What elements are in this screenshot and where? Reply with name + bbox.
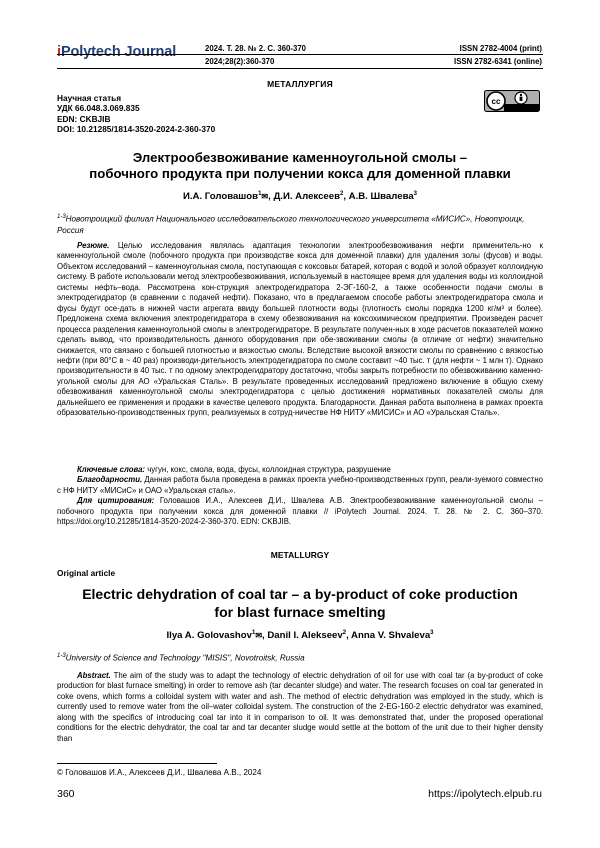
copyright: © Головашов И.А., Алексеев Д.И., Швалева А.В., 2024	[57, 768, 262, 777]
website-link[interactable]: https://ipolytech.elpub.ru	[428, 788, 542, 800]
abstract-en: Abstract. The aim of the study was to adapt the technology of electric dehydration of oil for use with coal tar (a by-product of coke production for blast furnace smelting) in order to remove ash (tar decanter sludge) and water. The research focuses on coal tar generated in coke ovens, which forms a colloidal system with water and ash. The method of electric dehydration was employed in the study, which is currently used to remove water from the oil–water colloidal system. The construction of the 2-EG-160-2 electric dehydrator was examined, along with the specifics of introducing coal tar into it in comparison to oil. It was demonstrated that, under the proposed operational conditions for the electric dehydrator, the coal tar and tar decanter sludge would settle at the bottom of the unit due to their higher density than	[57, 671, 543, 743]
authors-ru: И.А. Головашов$^1$✉, Д.И. Алексеев$^2$, А.В. Швалева$^3$	[182, 191, 418, 203]
issn-print: ISSN 2782-4004 (print)	[459, 44, 542, 53]
header-divider-2	[57, 68, 543, 69]
udc: УДК 66.048.3.069.835	[57, 103, 140, 114]
envelope-icon[interactable]: ✉	[261, 192, 269, 202]
envelope-icon[interactable]: ✉	[255, 631, 263, 641]
affiliation-ru: $^{1-3}$Новотроицкий филиал Национального исследовательского технологического университета «МИСИС», Новотроицк, Россия	[57, 214, 525, 235]
journal-logo: iPolytech Journal	[57, 44, 177, 60]
keywords-ru: Ключевые слова: чугун, кокс, смола, вода, фусы, коллоидная структура, разрушение Благодарности. Данная работа была проведена в рамках проекта учебно-производственных групп, реали-зуемого совместно с НФ НИТУ «МИСиС» и ОАО «Уральская сталь». Для цитирования: Головашов И.А., Алексеев Д.И., Швалева А.В. Электрообезвоживание каменноугольной смолы – побочного продукта при получении кокса для доменной плавки // iPolytech Journal. 2024. Т. 28. № 2. С. 360–370. https://doi.org/10.21285/1814-3520-2024-2-360-370. EDN: CKBJIB.	[57, 465, 543, 527]
article-meta	[57, 93, 215, 135]
svg-text:cc: cc	[491, 97, 501, 107]
edn: EDN: CKBJIB	[57, 113, 111, 124]
footnote-divider	[57, 763, 217, 764]
header-divider	[57, 54, 543, 55]
title-en: Electric dehydration of coal tar – a by-product of coke production for blast furnace smelting	[82, 586, 518, 620]
citation-en: 2024;28(2):360-370	[205, 57, 275, 66]
abstract-ru: Резюме. Целью исследования являлась адаптация технологии электрообезвоживания нефти применитель-но к каменноугольной смоле (побочного продукта при производстве кокса для доменной плавки) для удаления золы (фусов) и воды. Объектом исследований – каменноугольная смола, поступающая с коксовых батарей, которая с водой и золой образует коллоидную систему. В работе использовали метод электрообезвоживания, используемый в настоящее время для удаления воды из коллоидной системы нефть–вода. Рассмотрена кон-струкция электродегидратора 2-ЭГ-160-2, а также особенности подачи смолы в электродегидратор (в сравнении с подачей нефти). Показано, что в предлагаемом способе работы электродегидратора смола и фусы будут осе-дать в нижней части агрегата ввиду большей плотности воды (плотность смолы порядка 1200 кг/м³ и более). Предложена схема включения электродегидратора в схему обезвоживания на коксохимическом предприятии. Произведен расчет процесса разделения каменноугольной смолы в электродегидраторе. В результате получен-ных в ходе расчетов показателей можно сделать вывод, что производительность данного оборудования при обе-звоживании смолы (в отличие от нефти) значительно снижается, что связано с большей плотностью и вязкостью смолы. Вследствие высокой вязкости смолы по сравнению с вязкостью нефти (при 80°С в ~ 40 раз) производи-дительность электродегидратора по смоле составит ~40 тыс. т (для нефти ~ 1 млн т). Однако производительности в 40 тыс. т по одному электродегидратору достаточно, чтобы закрыть потребности по обезвоживанию каменно-угольной смолы для АО «Уральская Сталь». В результате проведенных исследований предложено включение в общую схему обезвоживания каменноугольной смолы электродегидратора с целью достижения нормативных показателей смолы для дальнейшего ее применения и продажи в качестве целевого продукта. Благодарности. Данная работа выполнена в рамках проекта образовательно-производственных групп, реализуемых в сотруд-ничестве НФ НИТУ «МИСИС» и АО «Уральская Сталь».	[57, 241, 543, 418]
page-number: 360	[57, 788, 75, 800]
article-type-en: Original article	[57, 568, 116, 578]
doi-link[interactable]: DOI: 10.21285/1814-3520-2024-2-360-370	[57, 124, 216, 135]
title-ru: Электрообезвоживание каменноугольной смолы – побочного продукта при получении кокса для доменной плавки	[89, 150, 511, 181]
issn-online: ISSN 2782-6341 (online)	[454, 57, 542, 66]
section-title-en: METALLURGY	[270, 550, 330, 560]
cc-by-icon[interactable]	[484, 90, 540, 112]
affiliation-en: $^{1-3}$University of Science and Technology "MISIS", Novotroitsk, Russia	[57, 653, 305, 663]
authors-en: Ilya A. Golovashov$^1$✉, Danil I. Alekseev$^2$, Anna V. Shvaleva$^3$	[166, 630, 434, 642]
article-type: Научная статья	[57, 93, 122, 103]
citation-ru: 2024. Т. 28. № 2. С. 360-370	[205, 44, 307, 53]
section-title-ru: МЕТАЛЛУРГИЯ	[267, 79, 333, 89]
